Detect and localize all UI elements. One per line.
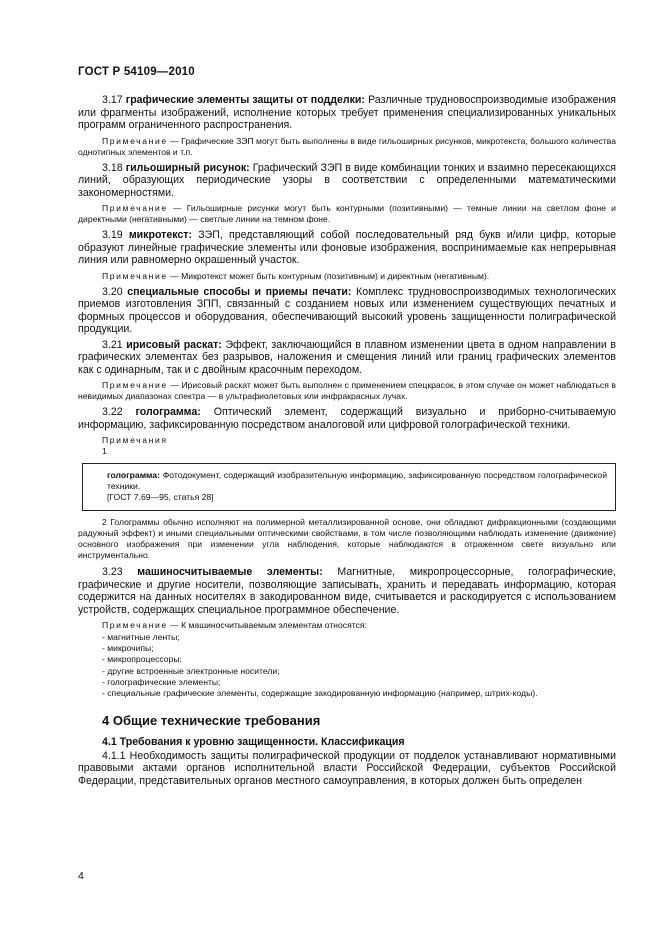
document-header: ГОСТ Р 54109—2010: [78, 66, 195, 78]
document-body: [78, 94, 616, 790]
term: голограмма:: [135, 406, 201, 418]
term: специальные способы и приемы печати:: [127, 285, 352, 298]
list-item: - другие встроенные электронные носители;: [102, 666, 616, 677]
definition-3-20: 3.20 специальные способы и приемы печати: Комплекс трудновоспроизводимых технологических приемов изготовления ЗПП, связанный с созданием новых или изменением существующих печатных и формных процессов и оборудования, обеспечивающий высокий уровень защищенности полиграфической продукции.: [78, 285, 616, 335]
quoted-definition-box: голограмма: Фотодокумент, содержащий изобразительную информацию, зафиксированную посредством голографической техники. [ГОСТ 7.69—95, статья 28]: [82, 463, 616, 511]
term: ирисовый раскат:: [126, 338, 222, 351]
list-item: - микропроцессоры;: [102, 654, 616, 665]
list-item: - магнитные ленты;: [102, 632, 616, 643]
note-3-18: Примечание — Гильоширные рисунки могут быть контурными (позитивными) — темные линии на светлом фоне и директными (негативными) — светлые линии на темном фоне.: [78, 203, 616, 224]
notes-label: Примечания: [102, 435, 168, 445]
note-3-22-2: 2 Голограммы обычно исполняют на полимерной металлизированной основе, они обладают дифракционными (создающими радужный эффект) и иными специальными оптическими свойствами, в том числе позволяющими наблюдать изменение (движение) основного изображения при изменении угла наблюдения, которые наблюдаются в отраженном свете визуально или инструментально.: [78, 517, 616, 560]
list-item: - микрочипы;: [102, 643, 616, 654]
term: графические элементы защиты от подделки:: [125, 94, 365, 106]
section-heading: 4 Общие технические требования: [102, 713, 321, 729]
note-3-21: Примечание — Ирисовый раскат может быть выполнен с применением спецкрасок, в этом случае он может наблюдаться в невидимых диапазонах спектра — в ультрафиолетовых или инфракрасных лучах.: [78, 380, 616, 401]
paragraph-4-1-1: 4.1.1 Необходимость защиты полиграфической продукции от подделок устанавливают нормативными правовыми актами органов исполнительной власти Российской Федерации, субъектов Российской Федерации, представительных органов местного самоуправления, в которых должен быть определен: [78, 749, 616, 787]
definition-3-22: 3.22 голограмма: Оптический элемент, содержащий визуально и приборно-считываемую информацию, зафиксированную посредством аналоговой или цифровой голографической техники.: [78, 406, 616, 431]
definition-3-23: 3.23 машиносчитываемые элементы: Магнитные, микропроцессорные, голографические, графические и другие носители, позволяющие записывать, хранить и передавать информацию, которая содержится на данных носителях в закодированном виде, считывается и раскодируется с использованием устройств, содержащих специальное программное обеспечение.: [78, 566, 616, 616]
note-3-19: Примечание — Микротекст может быть контурным (позитивным) и директным (негативным).: [102, 270, 490, 281]
page-number: 4: [78, 870, 84, 882]
list-item: - голографические элементы;: [102, 677, 616, 688]
list-item: - специальные графические элементы, содержащие закодированную информацию (например, штрих-коды).: [102, 688, 616, 699]
term: машиносчитываемые элементы:: [137, 566, 323, 578]
note-3-17: Примечание — Графические ЗЭП могут быть выполнены в виде гильоширных рисунков, микротекста, большого количества однотипных элементов и т.п.: [78, 135, 616, 157]
machine-readable-list: [78, 632, 616, 699]
note-number: 1: [102, 446, 107, 456]
note-3-23: Примечание — К машиносчитываемым элементам относятся:: [102, 620, 367, 630]
definition-3-17: 3.17 графические элементы защиты от подделки: Различные трудновоспроизводимые изображения или фрагменты изображений, исполнение которых требует применения специализированных уникальных программ ограниченного распространения.: [78, 94, 617, 131]
reference: [ГОСТ 7.69—95, статья 28]: [107, 492, 214, 502]
definition-3-21: 3.21 ирисовый раскат: Эффект, заключающийся в плавном изменении цвета в одном направлении в графических элементах без разрывов, наложения и смещения линий или границ графических элементов как с одинарным, так и с двойным красочным переходом.: [78, 338, 616, 376]
definition-3-18: 3.18 гильоширный рисунок: Графический ЗЭП в виде комбинации тонких и взаимно пересекающихся линий, образующих периодические узоры в соответствии с определенными математическими закономерностями.: [78, 161, 616, 199]
subsection-heading: 4.1 Требования к уровню защищенности. Классификация: [102, 736, 405, 749]
definition-3-19: 3.19 микротекст: ЗЭП, представляющий собой последовательный ряд букв и/или цифр, которые образуют линейные графические элементы или фоновые изображения, воспринимаемые как непрерывная линия или равномерно окрашенный участок.: [78, 229, 616, 266]
term: гильоширный рисунок:: [125, 161, 250, 174]
term: микротекст:: [128, 229, 193, 241]
